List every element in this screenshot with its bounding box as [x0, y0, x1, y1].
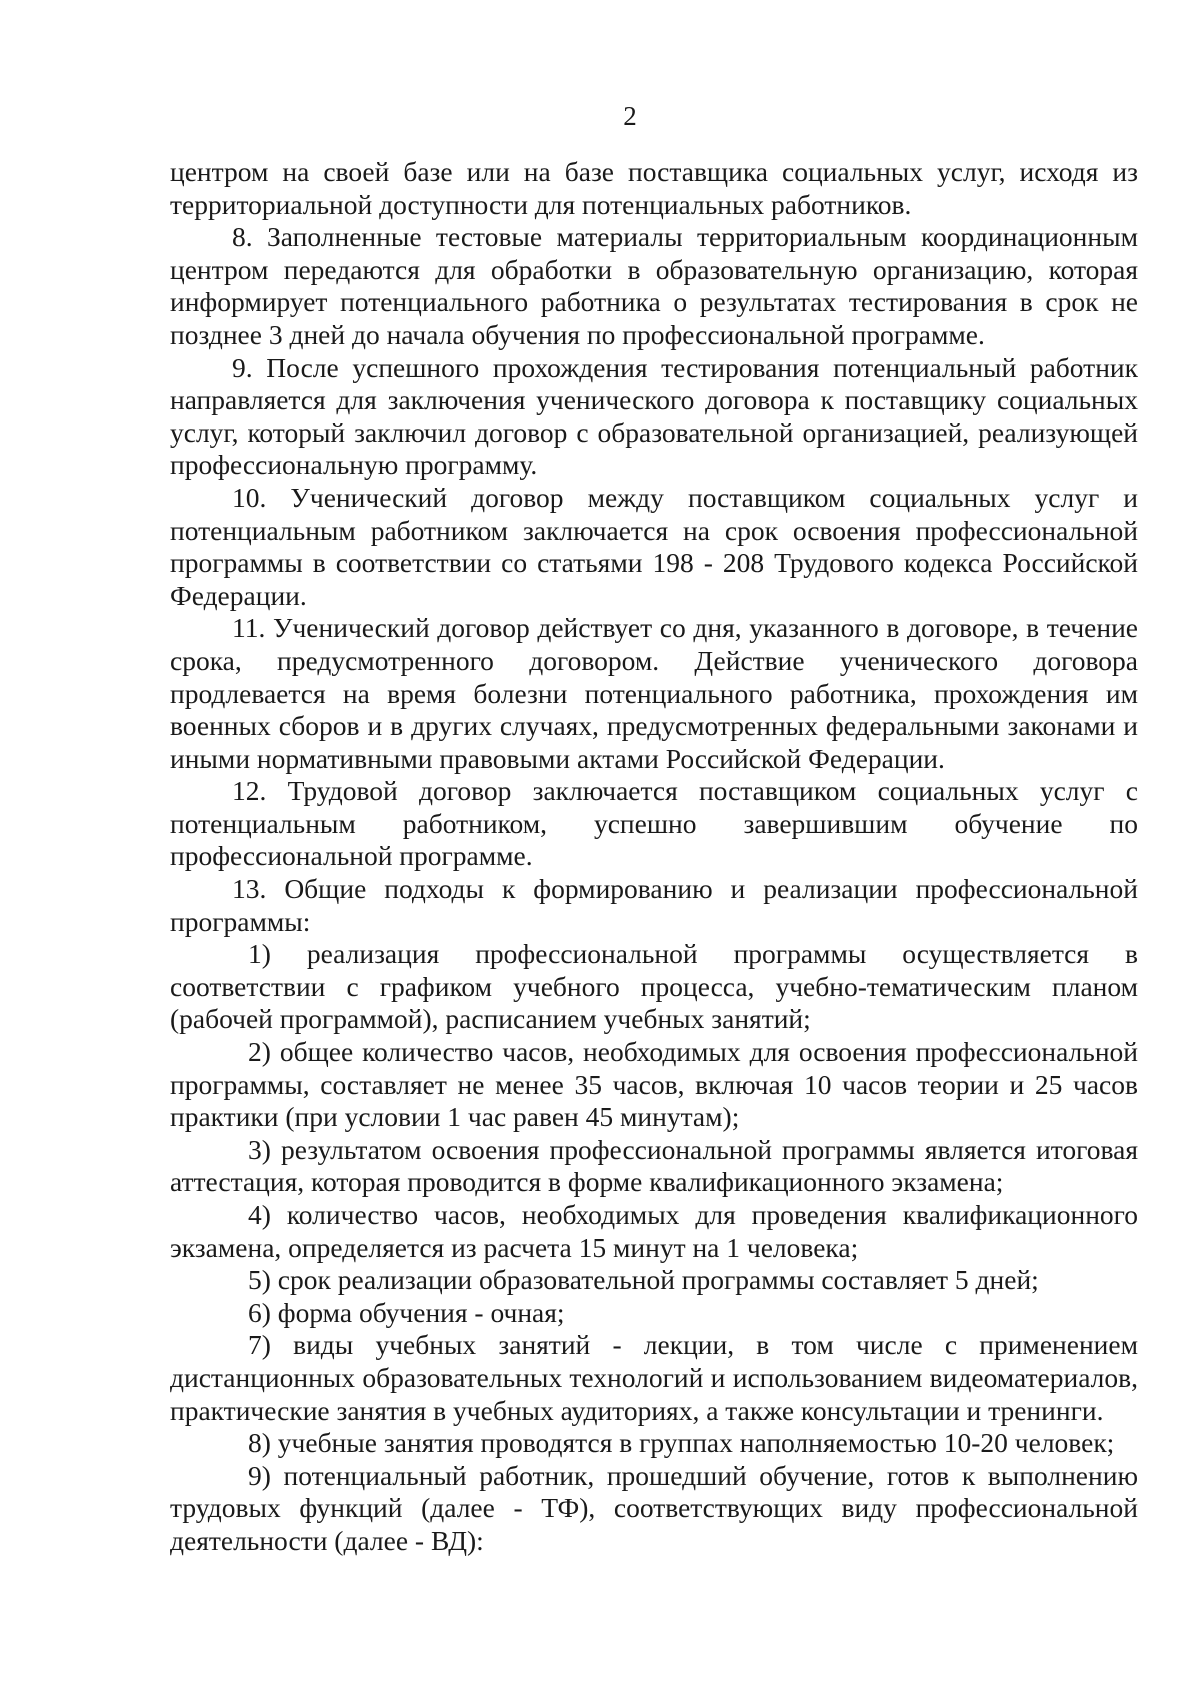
list-item-8: 8) учебные занятия проводятся в группах наполняемостью 10-20 человек; [248, 1427, 1115, 1459]
list-item-9: 9) потенциальный работник, прошедший обучение, готов к выполнению трудовых функций (далее - ТФ), соответствующих виду профессиональной деятельности (далее - ВД): [170, 1459, 1138, 1556]
paragraph-continuation: центром на своей базе или на базе поставщика социальных услуг, исходя из территориальной доступности для потенциальных работников. [170, 156, 1138, 220]
list-item-2: 2) общее количество часов, необходимых для освоения профессиональной программы, составляет не менее 35 часов, включая 10 часов теории и 25 часов практики (при условии 1 час равен 45 минутам); [170, 1036, 1138, 1133]
page-number: 2 [623, 101, 637, 131]
list-item-3: 3) результатом освоения профессиональной программы является итоговая аттестация, которая проводится в форме квалификационного экзамена; [170, 1133, 1138, 1198]
list-item-1: 1) реализация профессиональной программы осуществляется в соответствии с графиком учебного процесса, учебно-тематическим планом (рабочей программой), расписанием учебных занятий; [170, 938, 1138, 1035]
document-body [170, 156, 1138, 1558]
paragraph-8: 8. Заполненные тестовые материалы территориальным координационным центром передаются для обработки в образовательную организацию, которая информирует потенциального работника о результатах тестирования в срок не позднее 3 дней до начала обучения по профессиональной программе. [170, 221, 1138, 350]
list-item-5: 5) срок реализации образовательной программы составляет 5 дней; [248, 1264, 1039, 1296]
paragraph-12: 12. Трудовой договор заключается поставщиком социальных услуг с потенциальным работником, успешно завершившим обучение по профессиональной программе. [170, 775, 1138, 872]
list-item-4: 4) количество часов, необходимых для проведения квалификационного экзамена, определяется из расчета 15 минут на 1 человека; [170, 1199, 1138, 1263]
paragraph-9: 9. После успешного прохождения тестирования потенциальный работник направляется для заключения ученического договора к поставщику социальных услуг, который заключил договор с образовательной организацией, реализующей профессиональную программу. [170, 351, 1138, 481]
list-item-6: 6) форма обучения - очная; [248, 1296, 565, 1328]
list-item-7: 7) виды учебных занятий - лекции, в том числе с применением дистанционных образовательных технологий и использованием видеоматериалов, практические занятия в учебных аудиториях, а также консультации и тренинги. [170, 1329, 1138, 1426]
paragraph-10: 10. Ученический договор между поставщиком социальных услуг и потенциальным работником заключается на срок освоения профессиональной программы в соответствии со статьями 198 - 208 Трудового кодекса Российской Федерации. [170, 481, 1138, 611]
paragraph-13: 13. Общие подходы к формированию и реализации профессиональной программы: [170, 873, 1138, 937]
paragraph-11: 11. Ученический договор действует со дня, указанного в договоре, в течение срока, предусмотренного договором. Действие ученического договора продлевается на время болезни потенциального работника, прохождения им военных сборов и в других случаях, предусмотренных федеральными законами и иными нормативными правовыми актами Российской Федерации. [170, 612, 1138, 774]
